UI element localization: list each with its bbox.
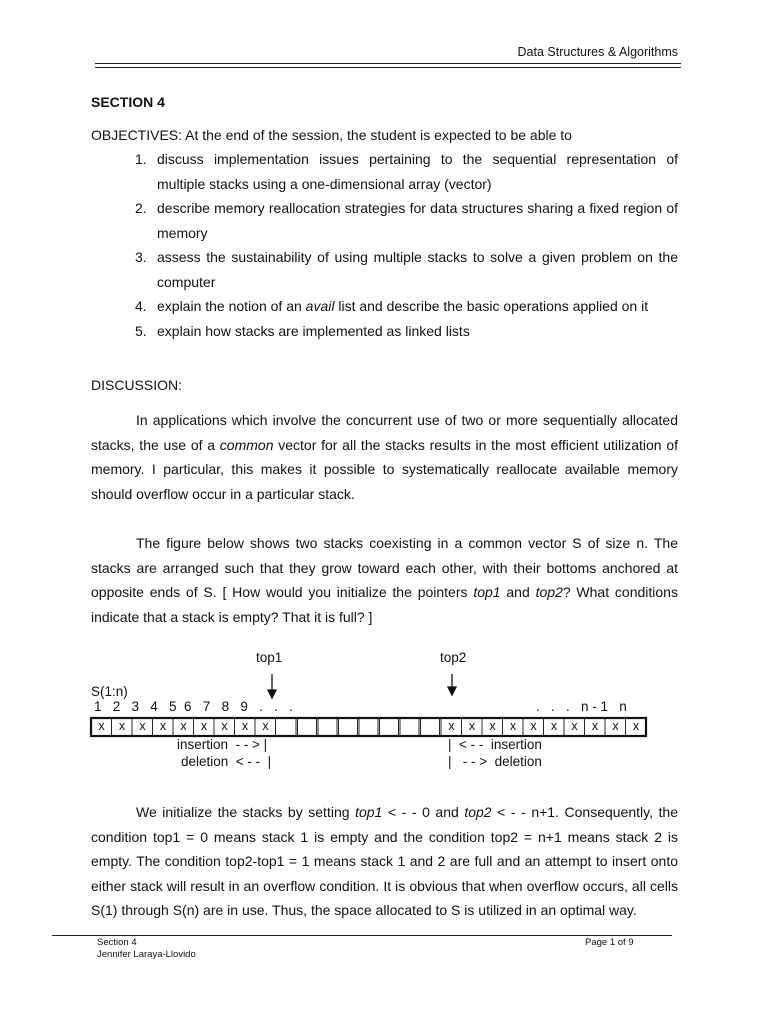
stack2-cell-mark: x	[530, 719, 537, 733]
text-run: ? What conditions indicate that a stack is empty? That it is full? ]	[91, 584, 678, 625]
left-indices: 1 2 3 4 5 6 7 8 9 . . .	[94, 699, 293, 714]
objective-text: explain how stacks are implemented as linked lists	[157, 322, 470, 339]
objective-number: 3.	[135, 249, 147, 265]
text-run: < - - 0 and	[382, 804, 465, 820]
top1-label: top1	[256, 650, 283, 665]
discussion-heading: DISCUSSION:	[91, 377, 183, 393]
running-header-title: Data Structures & Algorithms	[517, 45, 678, 59]
footer-page: Page 1 of 9	[585, 937, 634, 948]
stack2-cell-mark: x	[550, 719, 558, 733]
objective-text-a: explain the notion of an	[157, 298, 306, 314]
objective-number: 1.	[135, 151, 147, 167]
stack1-cell-mark: x	[262, 719, 269, 733]
insertion-left-label: insertion - - > |	[177, 737, 268, 752]
footer-section: Section 4	[97, 937, 137, 948]
objective-number: 2.	[135, 200, 147, 216]
objective-text: assess the sustainability of using multiple stacks to solve a given problem on the computer	[157, 249, 678, 290]
text-emphasis: top2	[464, 804, 492, 820]
stack2-cell-mark: x	[468, 719, 476, 733]
stack1-cell-mark: x	[200, 719, 208, 733]
text-run: and	[500, 584, 536, 600]
right-indices: . . . n - 1 n	[536, 699, 627, 714]
objective-emphasis: avail	[305, 298, 335, 314]
top2-label: top2	[440, 650, 467, 665]
stack2-cell-mark: x	[489, 719, 496, 733]
stack1-cell-mark: x	[159, 719, 167, 733]
footer-author: Jennifer Laraya-Llovido	[97, 949, 196, 960]
stack1-cell-mark: x	[241, 719, 249, 733]
deletion-right-label: | - - > deletion	[448, 754, 542, 769]
text-run: vector for all the stacks results in the most efficient utilization of memory. I particular, this makes it possible to systematically reallocate available memory should overflow occur in a particular stack.	[91, 436, 679, 502]
stack2-cell-mark: x	[591, 719, 599, 733]
objective-text-b: list and describe the basic operations applied on it	[334, 298, 649, 314]
text-run: The figure below shows two stacks coexisting in a common vector S of size n. The stacks are arranged such that they grow toward each other, with their bottoms anchored at opposite ends of S. [ How would you initialize the pointers	[91, 535, 678, 600]
stack2-cell-mark: x	[612, 719, 619, 733]
text-run: We initialize the stacks by setting	[136, 804, 356, 820]
text-emphasis: top2	[535, 584, 563, 600]
objective-text: discuss implementation issues pertaining to the sequential representation of multiple stacks using a one-dimensional array (vector)	[157, 151, 678, 192]
footer-rule	[52, 935, 672, 936]
objective-number: 4.	[135, 298, 147, 314]
stack2-cell-mark: x	[509, 719, 517, 733]
objective-text: describe memory reallocation strategies for data structures sharing a fixed region of memory	[157, 200, 678, 241]
stack1-cell-mark: x	[98, 719, 105, 733]
text-run: < - - n+1. Consequently, the condition top1 = 0 means stack 1 is empty and the condition top2 = n+1 means stack 2 is empty. The condition top2-top1 = 1 means stack 1 and 2 are full and an attempt to insert onto either stack will result in an overflow condition. It is obvious that when overflow occurs, all cells S(1) through S(n) are in use. Thus, the space allocated to S is utilized in an optimal way.	[91, 804, 678, 918]
stack2-cell-mark: x	[571, 719, 578, 733]
discussion-paragraph-3	[91, 800, 678, 923]
vector-label: S(1:n)	[91, 684, 128, 699]
objectives-intro: OBJECTIVES: At the end of the session, the student is expected to be able to	[91, 127, 572, 143]
objective-number: 5.	[135, 322, 147, 339]
text-emphasis: top1	[473, 584, 501, 600]
insertion-right-label: | < - - insertion	[448, 737, 542, 752]
stack1-cell-mark: x	[221, 719, 228, 733]
section-title: SECTION 4	[91, 94, 165, 110]
stack1-cell-mark: x	[180, 719, 187, 733]
text-emphasis: top1	[355, 804, 383, 820]
stack1-cell-mark: x	[139, 719, 146, 733]
stack2-cell-mark: x	[632, 719, 640, 733]
text-run: In applications which involve the concurrent use of two or more sequentially allocated stacks, the use of a	[91, 412, 678, 453]
deletion-left-label: deletion < - - |	[181, 754, 272, 769]
stack1-cell-mark: x	[118, 719, 126, 733]
stack2-cell-mark: x	[448, 719, 455, 733]
text-emphasis: common	[219, 436, 274, 453]
